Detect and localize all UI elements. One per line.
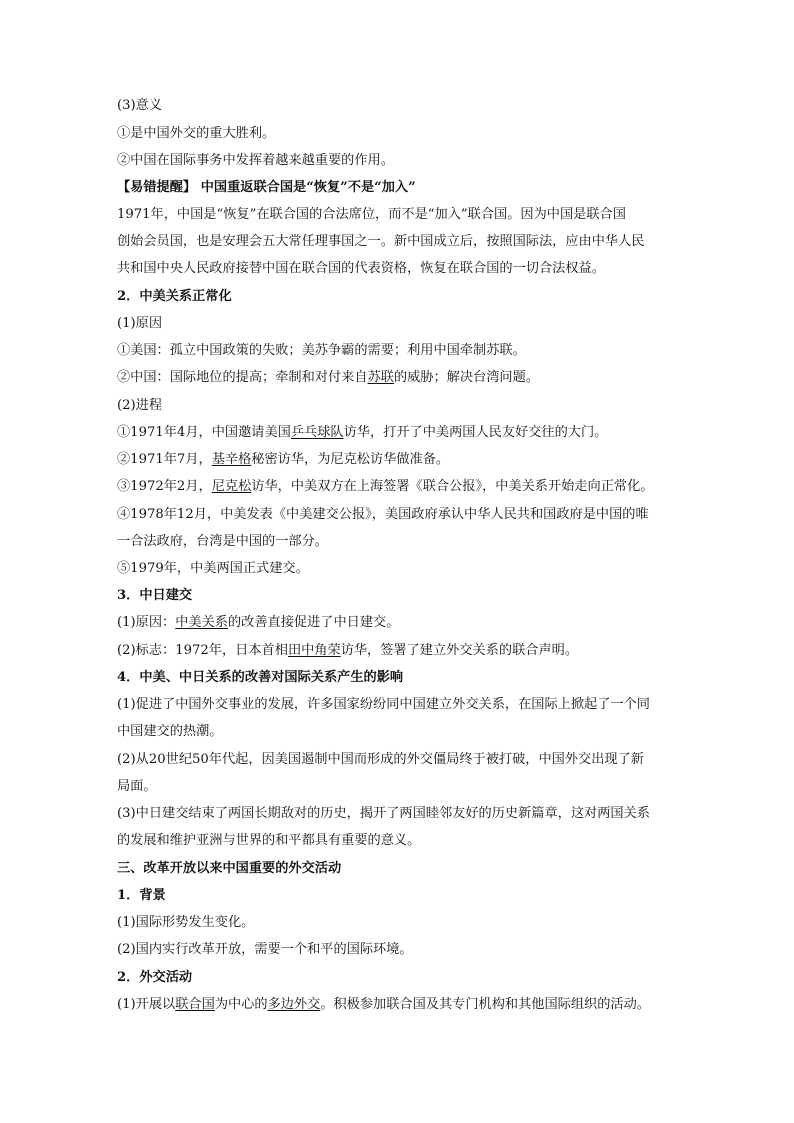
text-span: 秘密访华，为尼克松访华做准备。 (251, 452, 450, 467)
section-heading: 3．中日建交 (117, 588, 193, 603)
text-span: 的威胁；解决台湾问题。 (393, 370, 539, 385)
underlined-keyword: 联合国 (175, 997, 215, 1012)
underlined-keyword: 尼克松 (211, 479, 252, 494)
underlined-keyword: 中美关系 (175, 615, 228, 630)
paragraph-line: 创始会员国，也是安理会五大常任理事国之一。新中国成立后，按照国际法，应由中华人民 (117, 234, 645, 249)
text-span: (1)开展以 (117, 997, 176, 1012)
list-item: (2)国内实行改革开放，需要一个和平的国际环境。 (117, 942, 413, 957)
text-span: 访华，打开了中美两国人民友好交往的大门。 (343, 425, 608, 440)
underlined-keyword: 田中角荣 (287, 643, 341, 658)
tip-heading: 【易错提醒】 中国重返联合国是“恢复”不是“加入” (117, 180, 416, 195)
list-item-continuation: 中国建交的热潮。 (117, 724, 223, 739)
list-item (117, 613, 687, 633)
text-span: 。积极参加联合国及其专门机构和其他国际组织的活动。 (320, 997, 650, 1012)
text-span: ②中国：国际地位的提高；牵制和对付来自 (117, 370, 368, 385)
list-item: (1)国际形势发生变化。 (117, 915, 255, 930)
text-span: 访华，签署了建立外交关系的联合声明。 (340, 643, 579, 658)
list-item: ⑤1979年，中美两国正式建交。 (117, 561, 309, 576)
list-item: ①美国：孤立中国政策的失败；美苏争霸的需要；利用中国牵制苏联。 (117, 343, 526, 358)
text-span: ③1972年2月， (117, 479, 212, 494)
list-item: ①是中国外交的重大胜利。 (117, 126, 276, 141)
list-item (117, 477, 687, 497)
section-heading: 2．中美关系正常化 (117, 289, 232, 304)
list-item: (1)促进了中国外交事业的发展，许多国家纷纷同中国建立外交关系，在国际上掀起了一个同 (117, 697, 650, 712)
text-span: ①1971年4月，中国邀请美国 (117, 425, 291, 440)
section-heading: 1．背景 (117, 888, 166, 903)
underlined-keyword: 乒乓球队 (290, 425, 344, 440)
text-span: (1)原因： (117, 615, 176, 630)
list-item: (2)从20世纪50年代起，因美国遏制中国而形成的外交僵局终于被打破，中国外交出现了新 (117, 752, 644, 767)
chapter-heading: 三、改革开放以来中国重要的外交活动 (117, 861, 342, 876)
list-item (117, 450, 687, 470)
underlined-keyword: 苏联 (367, 370, 394, 385)
list-item: ④1978年12月，中美发表《中美建交公报》，美国政府承认中华人民共和国政府是中国的唯 (117, 507, 649, 522)
list-item-continuation: 的发展和维护亚洲与世界的和平都具有重要的意义。 (117, 833, 421, 848)
section-heading: 2．外交活动 (117, 970, 193, 985)
section-heading: 4．中美、中日关系的改善对国际关系产生的影响 (117, 670, 404, 685)
list-item: ②中国在国际事务中发挥着越来越重要的作用。 (117, 153, 394, 168)
text-span: ②1971年7月， (117, 452, 212, 467)
text-span: 的改善直接促进了中日建交。 (228, 615, 400, 630)
list-item (117, 368, 687, 388)
text-span: 为中心的 (214, 997, 268, 1012)
subsection-heading: (2)进程 (117, 398, 163, 413)
list-item (117, 995, 687, 1015)
subsection-heading: (1)原因 (117, 316, 163, 331)
list-item: (3)中日建交结束了两国长期敌对的历史，揭开了两国睦邻友好的历史新篇章，这对两国关系 (117, 806, 650, 821)
underlined-keyword: 基辛格 (211, 452, 252, 467)
paragraph-line: 1971年，中国是“恢复”在联合国的合法席位，而不是“加入”联合国。因为中国是联合国 (117, 207, 626, 222)
text-span: (2)标志：1972年，日本首相 (117, 643, 288, 658)
text-span: 访华，中美双方在上海签署《联合公报》，中美关系开始走向正常化。 (251, 479, 654, 494)
list-item-continuation: 一合法政府，台湾是中国的一部分。 (117, 534, 328, 549)
list-item (117, 423, 687, 443)
list-item-continuation: 局面。 (117, 779, 157, 794)
paragraph-line: 共和国中央人民政府接替中国在联合国的代表资格，恢复在联合国的一切合法权益。 (117, 261, 605, 276)
underlined-keyword: 多边外交 (267, 997, 321, 1012)
list-item (117, 641, 687, 661)
subsection-heading: (3)意义 (117, 98, 163, 113)
